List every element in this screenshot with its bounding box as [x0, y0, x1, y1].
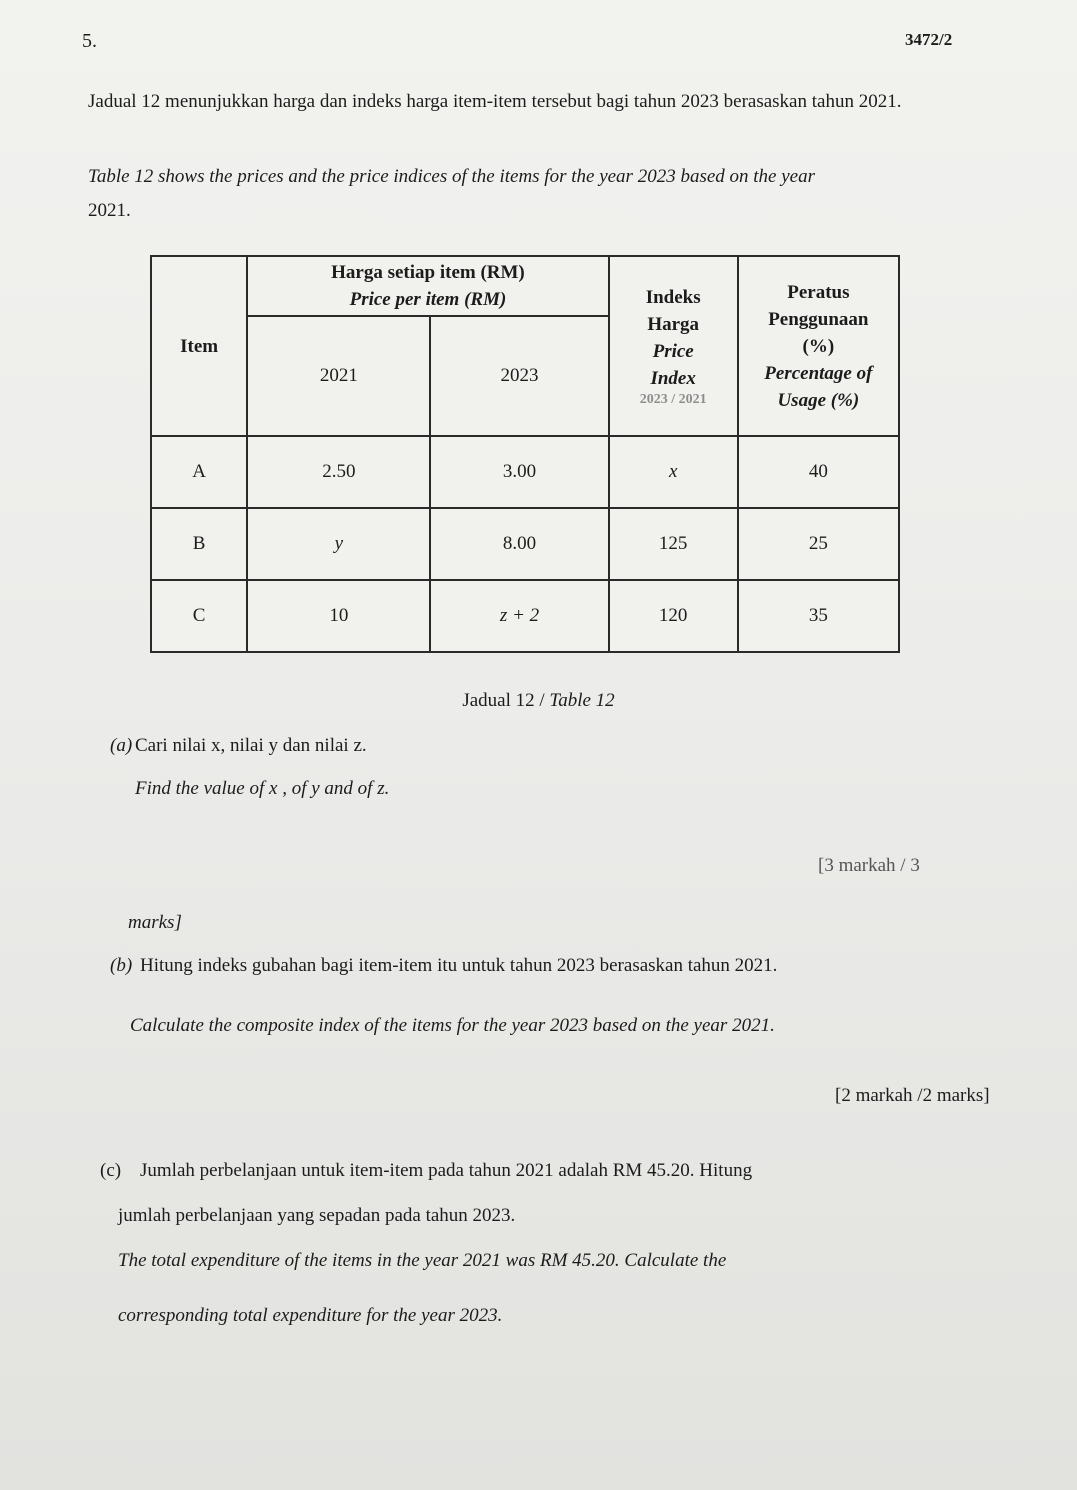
cell-price-2021: 10 — [247, 580, 430, 652]
header-item: Item — [151, 256, 247, 436]
question-number: 5. — [82, 30, 97, 52]
part-b-english: Calculate the composite index of the items for the year 2023 based on the year 2021. — [130, 1015, 775, 1036]
table-row — [151, 580, 899, 652]
cell-price-2023: z + 2 — [430, 580, 608, 652]
intro-english-year: 2021. — [88, 200, 131, 221]
intro-english — [88, 160, 968, 228]
header-usage-en-1: Percentage of — [764, 362, 873, 384]
header-price — [247, 256, 608, 316]
header-year-2021: 2021 — [247, 316, 430, 436]
header-price-en: Price per item (RM) — [349, 289, 507, 310]
part-c-label: (c) — [100, 1160, 122, 1181]
header-index-en-1: Price — [652, 341, 694, 362]
part-a-marks: [3 markah / 3 — [818, 855, 920, 876]
cell-usage: 40 — [738, 436, 899, 508]
cell-price-2023: 8.00 — [430, 508, 608, 580]
header-usage-en-2: Usage (%) — [777, 389, 860, 411]
part-c-malay-2: jumlah perbelanjaan yang sepadan pada tahun 2023. — [118, 1205, 516, 1226]
part-c-english-2: corresponding total expenditure for the year 2023. — [118, 1305, 503, 1326]
header-usage — [738, 256, 899, 436]
cell-price-2023: 3.00 — [430, 436, 608, 508]
table-caption — [0, 690, 1077, 712]
intro-malay: Jadual 12 menunjukkan harga dan indeks harga item-item tersebut bagi tahun 2023 berasaskan tahun 2021. — [88, 91, 902, 112]
table-row — [151, 436, 899, 508]
cell-index: x — [609, 436, 738, 508]
part-c-english-1: The total expenditure of the items in the year 2021 was RM 45.20. Calculate the — [118, 1250, 727, 1271]
cell-item: A — [151, 436, 247, 508]
paper-code: 3472/2 — [905, 30, 953, 49]
header-price-ms: Harga setiap item (RM) — [331, 262, 525, 283]
header-usage-ms-3: (%) — [802, 335, 835, 357]
header-usage-ms-2: Penggunaan — [768, 308, 869, 330]
header-index-ms-2: Harga — [647, 314, 700, 335]
cell-index: 125 — [609, 508, 738, 580]
part-b-marks: [2 markah /2 marks] — [835, 1085, 990, 1106]
part-b-malay: Hitung indeks gubahan bagi item-item itu untuk tahun 2023 berasaskan tahun 2021. — [140, 955, 778, 976]
header-index-ms-1: Indeks — [645, 287, 701, 308]
header-price-index — [609, 256, 738, 436]
intro-english-text: Table 12 shows the prices and the price indices of the items for the year 2023 based on the year — [88, 166, 816, 187]
table-caption-ms: Jadual 12 / — [462, 690, 545, 711]
cell-usage: 25 — [738, 508, 899, 580]
part-a-marks-cont: marks] — [128, 912, 182, 933]
header-index-en-2: Index — [650, 368, 696, 389]
handwritten-scribble: 2023 / 2021 — [639, 392, 707, 407]
cell-item: C — [151, 580, 247, 652]
table-caption-en: Table 12 — [549, 690, 615, 711]
header-year-2023: 2023 — [430, 316, 608, 436]
cell-price-2021: y — [247, 508, 430, 580]
part-c-malay-1: Jumlah perbelanjaan untuk item-item pada tahun 2021 adalah RM 45.20. Hitung — [140, 1160, 753, 1181]
cell-item: B — [151, 508, 247, 580]
header-usage-ms-1: Peratus — [787, 281, 850, 303]
table-row — [151, 508, 899, 580]
cell-index: 120 — [609, 580, 738, 652]
cell-price-2021: 2.50 — [247, 436, 430, 508]
part-a-english: Find the value of x , of y and of z. — [135, 778, 390, 799]
cell-usage: 35 — [738, 580, 899, 652]
table-12 — [150, 255, 900, 653]
part-a-malay: Cari nilai x, nilai y dan nilai z. — [135, 735, 367, 756]
part-b-label: (b) — [110, 955, 133, 976]
part-a-label: (a) — [110, 735, 133, 756]
